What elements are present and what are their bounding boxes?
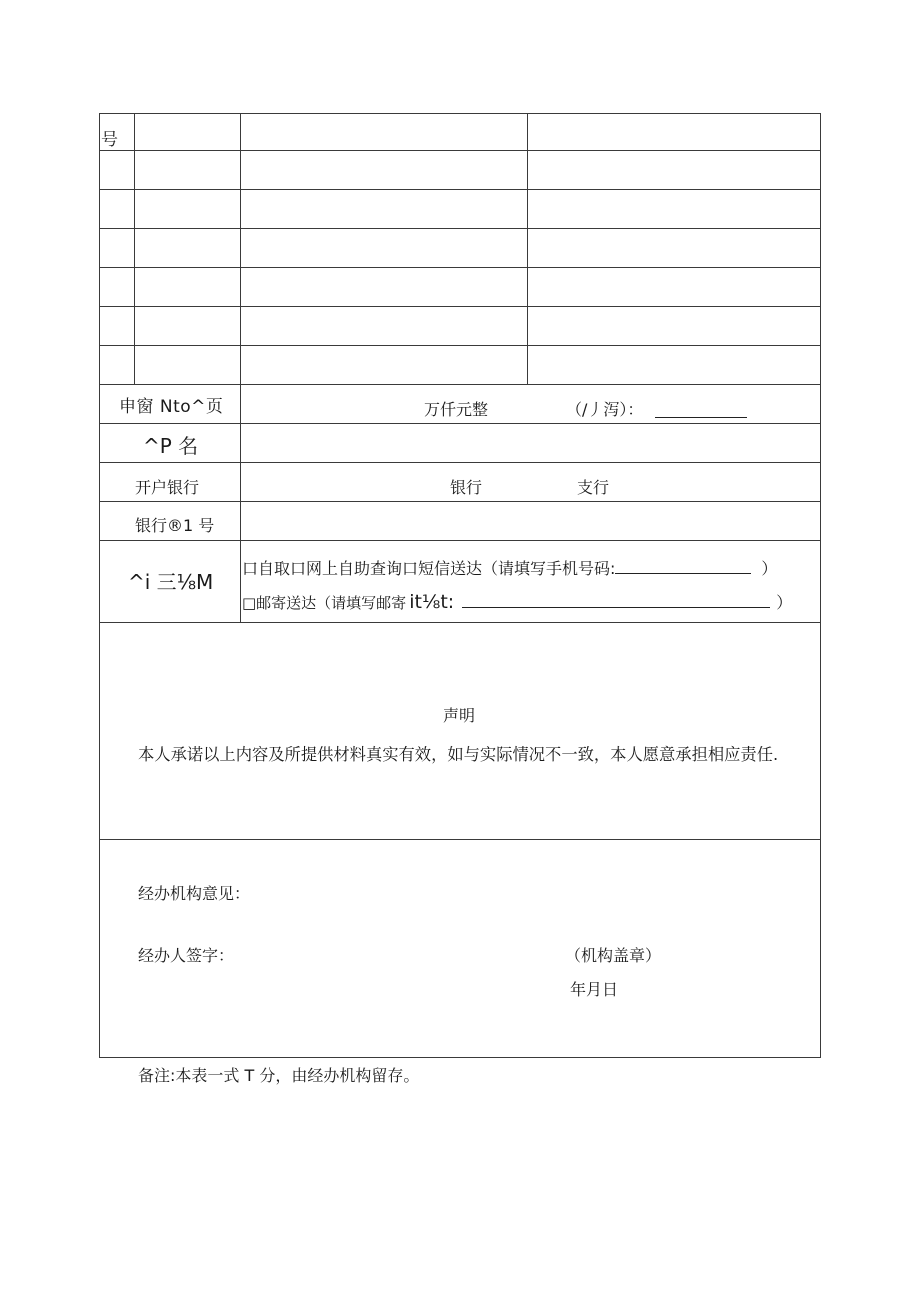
- paren-close: ）: [761, 559, 778, 578]
- row-divider: [99, 839, 821, 840]
- delivery-options[interactable]: 口自取口网上自助查询口短信送达（请填写手机号码:: [242, 559, 616, 578]
- row-divider: [99, 345, 821, 346]
- bank-account-label: 银行®1 号: [135, 516, 215, 535]
- row-divider: [99, 622, 821, 623]
- amount-label: [119, 397, 223, 417]
- row-divider: [99, 189, 821, 190]
- row-divider: [99, 228, 821, 229]
- account-name-label: ^P 名: [143, 434, 199, 458]
- amount-lowercase-label: （/丿泻）：: [566, 400, 644, 419]
- row-divider: [99, 150, 821, 151]
- bank-suffix: 银行: [450, 478, 483, 497]
- label-col-divider: [240, 384, 241, 622]
- bank-account-field[interactable]: [242, 503, 818, 538]
- row-divider: [99, 384, 821, 385]
- delivery-line-1: [242, 557, 777, 579]
- amount-text: 万仟元整: [424, 400, 489, 419]
- mail-address-label: it⅛t:: [409, 591, 455, 613]
- table-left-border: [99, 113, 100, 1058]
- account-name-field[interactable]: [242, 425, 818, 460]
- row-divider: [99, 462, 821, 463]
- serial-number-header: 号: [101, 130, 118, 150]
- paren-close: ）: [776, 593, 793, 612]
- row-divider: [99, 267, 821, 268]
- delivery-method-label: ^i 三⅛M: [128, 570, 214, 594]
- date-label: 年月日: [570, 980, 619, 999]
- row-divider: [99, 501, 821, 502]
- col-divider: [134, 113, 135, 384]
- amount-lowercase-blank[interactable]: [655, 417, 747, 418]
- col-divider: [527, 113, 528, 384]
- phone-number-blank[interactable]: [615, 557, 751, 574]
- branch-suffix: 支行: [577, 478, 610, 497]
- handler-signature-label: 经办人签字：: [138, 946, 235, 965]
- declaration-text: 本人承诺以上内容及所提供材料真实有效，如与实际情况不一致，本人愿意承担相应责任.: [138, 745, 779, 764]
- bank-label: 开户银行: [135, 478, 200, 497]
- agency-seal-label: （机构盖章）: [565, 946, 662, 965]
- col-divider: [240, 113, 241, 384]
- mail-address-blank[interactable]: [462, 591, 770, 608]
- table-right-border: [820, 113, 821, 1058]
- row-divider: [99, 540, 821, 541]
- table-bottom-border: [99, 1057, 821, 1058]
- agency-opinion-label: 经办机构意见：: [138, 884, 251, 903]
- row-divider: [99, 306, 821, 307]
- amount-label-text: 申窗 Nto^页: [119, 397, 224, 417]
- footnote: 备注:本表一式 T 分，由经办机构留存。: [138, 1066, 420, 1085]
- declaration-title: 声明: [443, 706, 476, 725]
- delivery-line-2: [242, 591, 792, 613]
- mail-delivery-option[interactable]: □邮寄送达（请填写邮寄: [242, 594, 407, 612]
- table-top-border: [99, 113, 821, 114]
- row-divider: [99, 423, 821, 424]
